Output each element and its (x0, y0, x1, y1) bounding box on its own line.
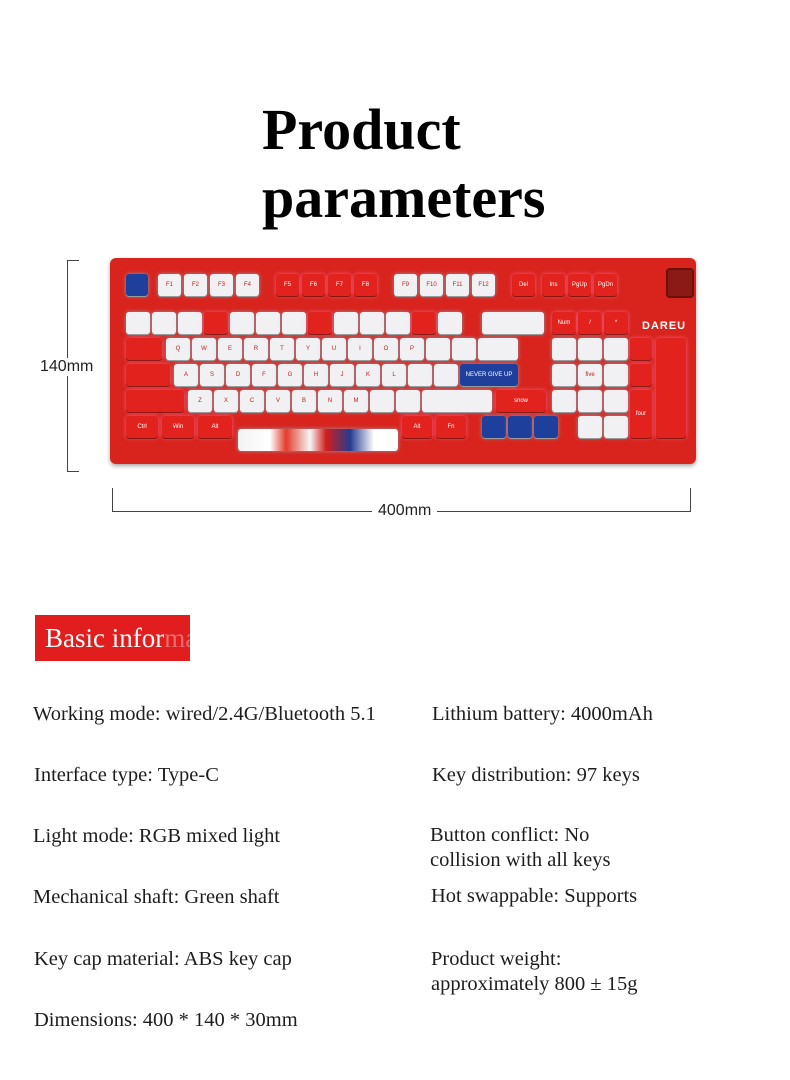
keycap (508, 416, 532, 438)
keycap: N (318, 390, 342, 412)
keycap: F10 (420, 274, 443, 296)
keycap (360, 312, 384, 334)
keycap: T (270, 338, 294, 360)
keycap: Ctrl (126, 416, 158, 438)
keycap (578, 390, 602, 412)
spec-mechanical-shaft: Mechanical shaft: Green shaft (33, 886, 280, 908)
keycap (656, 338, 686, 438)
keycap: four (630, 390, 652, 438)
spec-dimensions: Dimensions: 400 * 140 * 30mm (34, 1009, 298, 1031)
spec-button-conflict (430, 823, 611, 873)
keycap (152, 312, 176, 334)
keycap (578, 416, 602, 438)
keycap: F3 (210, 274, 233, 296)
keycap: I (348, 338, 372, 360)
keycap (426, 338, 450, 360)
spec-product-weight (431, 947, 638, 997)
keycap: J (330, 364, 354, 386)
keycap (178, 312, 202, 334)
spec-button-conflict-line-1: Button conflict: No (430, 824, 590, 846)
keycap: F6 (302, 274, 325, 296)
section-heading (35, 615, 240, 661)
keycap (126, 338, 162, 360)
keycap: * (604, 312, 628, 334)
keycap: F12 (472, 274, 495, 296)
keycap (408, 364, 432, 386)
keycap: F11 (446, 274, 469, 296)
keycap: Alt (198, 416, 232, 438)
spec-button-conflict-line-2: collision with all keys (430, 849, 611, 871)
keycap: Y (296, 338, 320, 360)
keycap: E (218, 338, 242, 360)
keycap: C (240, 390, 264, 412)
title-line-1: Product (262, 97, 461, 162)
spacebar-artwork (238, 429, 398, 451)
keycap: F9 (394, 274, 417, 296)
keycap: B (292, 390, 316, 412)
keycap: F7 (328, 274, 351, 296)
keycap (438, 312, 462, 334)
spec-keycap-material: Key cap material: ABS key cap (34, 948, 292, 970)
section-heading-faded: mation (164, 623, 240, 653)
keycap (552, 338, 576, 360)
keycap: H (304, 364, 328, 386)
keycap (482, 416, 506, 438)
keycap (604, 390, 628, 412)
keycap: K (356, 364, 380, 386)
keycap (434, 364, 458, 386)
keycap (630, 338, 652, 360)
keycap: NEVER GIVE UP (460, 364, 518, 386)
spec-lithium-battery: Lithium battery: 4000mAh (432, 703, 653, 725)
keycap: PgDn (594, 274, 617, 296)
spec-product-weight-line-1: Product weight: (431, 948, 562, 970)
keycap (552, 390, 576, 412)
keycap (412, 312, 436, 334)
keycap: M (344, 390, 368, 412)
keycap: F4 (236, 274, 259, 296)
keycap (308, 312, 332, 334)
keycap (452, 338, 476, 360)
volume-knob (666, 268, 694, 298)
spec-hot-swappable: Hot swappable: Supports (431, 885, 638, 907)
keycap: Fn (436, 416, 466, 438)
keycap: W (192, 338, 216, 360)
keycap (370, 390, 394, 412)
keycap: P (400, 338, 424, 360)
keycap (282, 312, 306, 334)
keycap: five (578, 364, 602, 386)
keycap: R (244, 338, 268, 360)
keycap: Del (512, 274, 535, 296)
keycap (126, 312, 150, 334)
keycap (604, 364, 628, 386)
keycap: Ins (542, 274, 565, 296)
keycap (334, 312, 358, 334)
spec-working-mode: Working mode: wired/2.4G/Bluetooth 5.1 (33, 703, 376, 725)
keycap (126, 364, 170, 386)
height-dimension-label: 140mm (40, 358, 94, 375)
keycap: U (322, 338, 346, 360)
keycap (126, 274, 148, 296)
keycap: D (226, 364, 250, 386)
keycap: / (578, 312, 602, 334)
keycap (230, 312, 254, 334)
keyboard-keys (118, 266, 688, 458)
keycap: Q (166, 338, 190, 360)
brand-logo: DAREU (642, 320, 687, 332)
keycap: F8 (354, 274, 377, 296)
keycap: F (252, 364, 276, 386)
keycap (534, 416, 558, 438)
spec-interface-type: Interface type: Type-C (34, 764, 219, 786)
spec-key-distribution: Key distribution: 97 keys (432, 764, 640, 786)
keycap (552, 364, 576, 386)
keycap (478, 338, 518, 360)
keycap (126, 390, 184, 412)
keycap: F2 (184, 274, 207, 296)
keycap (422, 390, 492, 412)
keycap (578, 338, 602, 360)
keycap: L (382, 364, 406, 386)
keycap: PgUp (568, 274, 591, 296)
keycap: Alt (402, 416, 432, 438)
keycap: X (214, 390, 238, 412)
keycap: V (266, 390, 290, 412)
keycap (604, 338, 628, 360)
keycap: Num (552, 312, 576, 334)
page-title (262, 96, 545, 232)
spec-light-mode: Light mode: RGB mixed light (33, 825, 281, 847)
keycap: S (200, 364, 224, 386)
keycap (204, 312, 228, 334)
keycap: F5 (276, 274, 299, 296)
keyboard-image (110, 258, 696, 464)
keycap (482, 312, 544, 334)
keycap: F1 (158, 274, 181, 296)
title-line-2: parameters (262, 165, 546, 230)
keycap (256, 312, 280, 334)
keycap: A (174, 364, 198, 386)
keycap: O (374, 338, 398, 360)
keycap (630, 364, 652, 386)
keycap: snow (496, 390, 546, 412)
keycap: G (278, 364, 302, 386)
keycap: Win (162, 416, 194, 438)
width-dimension-label: 400mm (372, 502, 437, 520)
keycap (386, 312, 410, 334)
spec-product-weight-line-2: approximately 800 ± 15g (431, 973, 638, 995)
keycap (604, 416, 628, 438)
keycap: Z (188, 390, 212, 412)
section-heading-visible: Basic infor (45, 623, 165, 653)
keycap (396, 390, 420, 412)
